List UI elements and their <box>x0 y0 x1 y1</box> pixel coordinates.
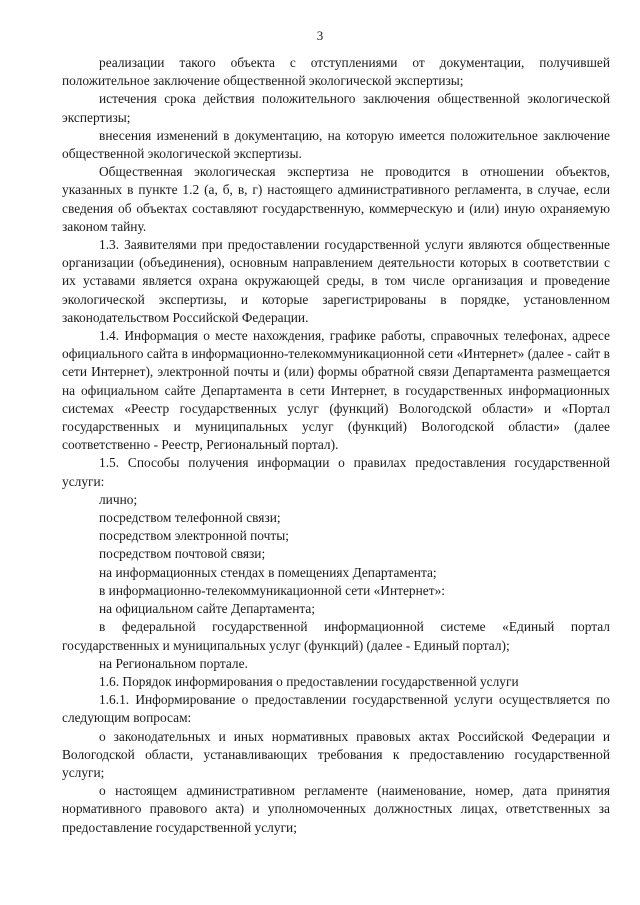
list-item: о законодательных и иных нормативных правовых актах Российской Федерации и Вологодской области, устанавливающих требования к предоставлению государственной услуги; <box>62 728 610 780</box>
section-heading: 1.6. Порядок информирования о предоставлении государственной услуги <box>99 673 519 689</box>
paragraph: 1.4. Информация о месте нахождения, графике работы, справочных телефонах, адресе официального сайта в информационно-телекоммуникационной сети «Интернет» (далее - сайт в сети Интернет), электронной почты и (или) формы обратной связи Департамента размещается на официальном сайте Департамента в сети Интернет, в государственных информационных системах «Реестр государственных услуг (функций) Вологодской области» и «Портал государственных и муниципальных услуг (функций) Вологодской области» (далее соответственно - Реестр, Региональный портал). <box>62 328 610 453</box>
paragraph: истечения срока действия положительного заключения общественной экологической экспертизы; <box>62 91 610 125</box>
paragraph: внесения изменений в документацию, на которую имеется положительное заключение общественной экологической экспертизы. <box>62 127 610 162</box>
list-item: на Региональном портале. <box>99 655 248 671</box>
list-item: лично; <box>99 491 138 507</box>
list-item: на официальном сайте Департамента; <box>99 601 316 617</box>
paragraph: 1.6.1. Информирование о предоставлении государственной услуги осуществляется по следующим вопросам: <box>62 692 610 726</box>
list-item: в информационно-телекоммуникационной сети «Интернет»: <box>99 582 445 598</box>
document-body <box>62 54 610 837</box>
list-item: в федеральной государственной информационной системе «Единый портал государственных и муниципальных услуг (функций) (далее - Единый портал); <box>62 619 610 653</box>
list-item: посредством почтовой связи; <box>99 546 266 562</box>
paragraph: реализации такого объекта с отступлениями от документации, получившей положительное заключение общественной экологической экспертизы; <box>62 55 610 89</box>
list-item: посредством телефонной связи; <box>99 510 281 526</box>
page-number: 3 <box>316 28 324 43</box>
list-item: посредством электронной почты; <box>99 528 289 544</box>
paragraph: Общественная экологическая экспертиза не проводится в отношении объектов, указанных в пункте 1.2 (а, б, в, г) настоящего административного регламента, в случае, если сведения об объектах составляют государственную, коммерческую и (или) иную охраняемую законом тайну. <box>62 164 610 234</box>
list-item: о настоящем административном регламенте (наименование, номер, дата принятия нормативного правового акта) и уполномоченных должностных лицах, ответственных за предоставление государственной услуги; <box>62 783 610 835</box>
paragraph: 1.3. Заявителями при предоставлении государственной услуги являются общественные организации (объединения), основным направлением деятельности которых в соответствии с их уставами является охрана окружающей среды, в том числе организация и проведение экологической экспертизы, и которые зарегистрированы в порядке, установленном законодательством Российской Федерации. <box>62 237 610 325</box>
list-item: на информационных стендах в помещениях Департамента; <box>99 564 437 580</box>
paragraph: 1.5. Способы получения информации о правилах предоставления государственной услуги: <box>62 455 610 489</box>
